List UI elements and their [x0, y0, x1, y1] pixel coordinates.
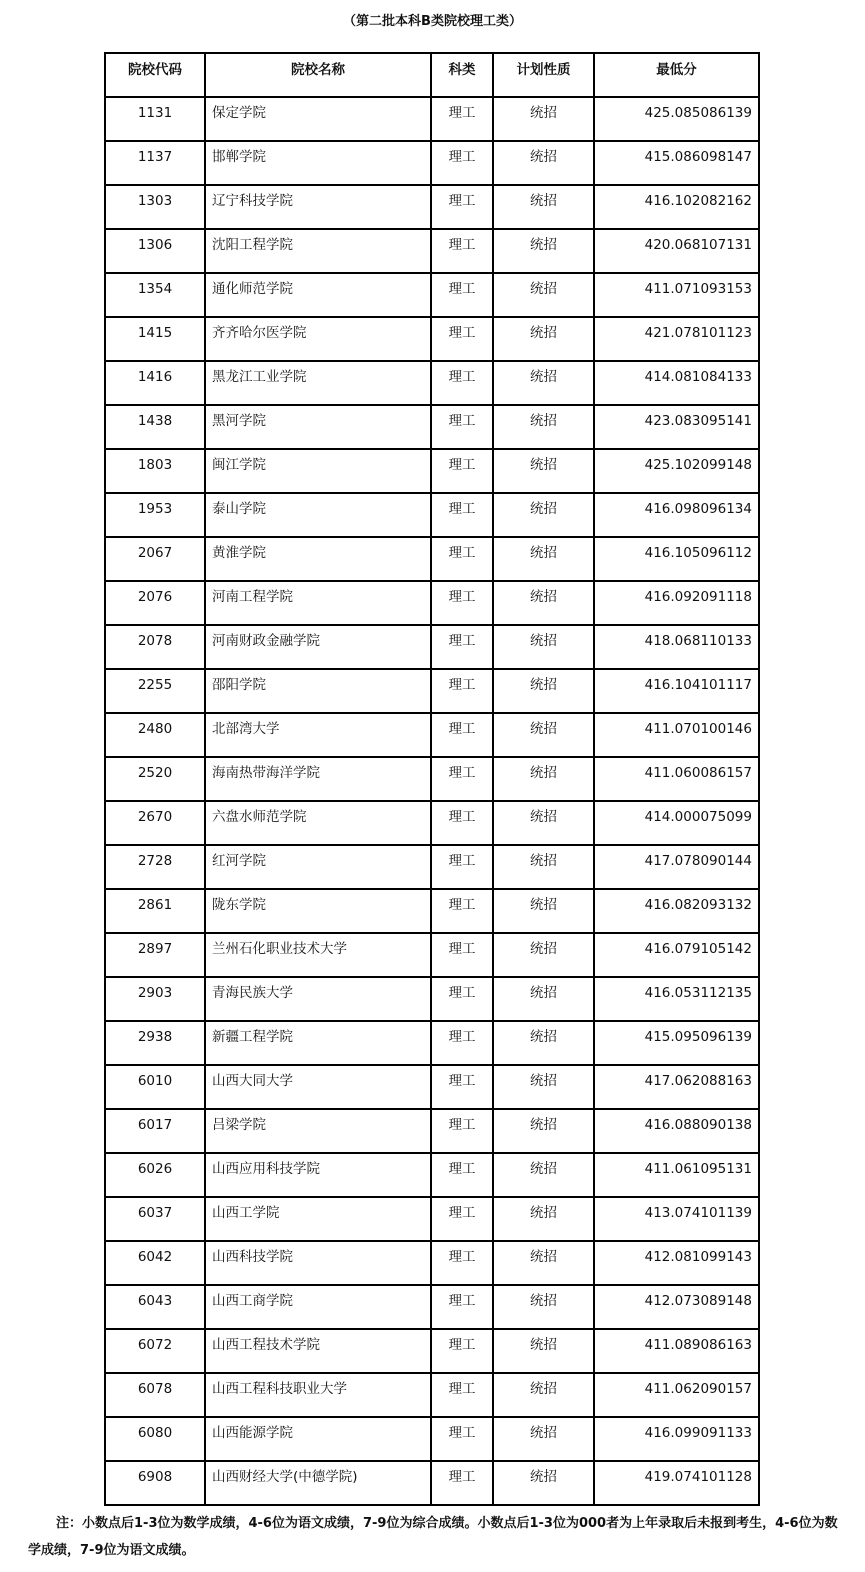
cell-school-code: 2520	[105, 757, 205, 801]
cell-category: 理工	[431, 449, 493, 493]
cell-category: 理工	[431, 493, 493, 537]
cell-min-score: 411.061095131	[594, 1153, 759, 1197]
cell-school-code: 2938	[105, 1021, 205, 1065]
table-row	[105, 977, 759, 1021]
cell-school-code: 6078	[105, 1373, 205, 1417]
cell-category: 理工	[431, 977, 493, 1021]
cell-school-code: 6037	[105, 1197, 205, 1241]
cell-category: 理工	[431, 1065, 493, 1109]
cell-school-code: 6042	[105, 1241, 205, 1285]
cell-category: 理工	[431, 1461, 493, 1505]
cell-plan-type: 统招	[493, 933, 594, 977]
cell-min-score: 411.089086163	[594, 1329, 759, 1373]
cell-school-code: 2728	[105, 845, 205, 889]
cell-plan-type: 统招	[493, 361, 594, 405]
cell-school-code: 1803	[105, 449, 205, 493]
table-row	[105, 1285, 759, 1329]
header-school-code: 院校代码	[105, 53, 205, 97]
table-row	[105, 185, 759, 229]
cell-school-code: 2078	[105, 625, 205, 669]
table-row	[105, 1197, 759, 1241]
cell-min-score: 417.062088163	[594, 1065, 759, 1109]
cell-school-name: 辽宁科技学院	[205, 185, 431, 229]
table-row	[105, 845, 759, 889]
cell-plan-type: 统招	[493, 1241, 594, 1285]
cell-school-name: 山西财经大学(中德学院)	[205, 1461, 431, 1505]
cell-school-code: 6026	[105, 1153, 205, 1197]
cell-school-name: 保定学院	[205, 97, 431, 141]
cell-min-score: 423.083095141	[594, 405, 759, 449]
table-body	[105, 97, 759, 1505]
cell-category: 理工	[431, 361, 493, 405]
cell-school-name: 黑龙江工业学院	[205, 361, 431, 405]
cell-min-score: 411.070100146	[594, 713, 759, 757]
header-plan-type: 计划性质	[493, 53, 594, 97]
table-row	[105, 97, 759, 141]
table-row	[105, 933, 759, 977]
admission-score-table	[104, 52, 760, 1506]
cell-school-name: 齐齐哈尔医学院	[205, 317, 431, 361]
table-row	[105, 1373, 759, 1417]
header-min-score: 最低分	[594, 53, 759, 97]
cell-category: 理工	[431, 97, 493, 141]
cell-school-name: 河南财政金融学院	[205, 625, 431, 669]
cell-school-name: 沈阳工程学院	[205, 229, 431, 273]
cell-category: 理工	[431, 669, 493, 713]
cell-min-score: 425.085086139	[594, 97, 759, 141]
cell-school-name: 山西应用科技学院	[205, 1153, 431, 1197]
cell-min-score: 412.073089148	[594, 1285, 759, 1329]
cell-category: 理工	[431, 889, 493, 933]
cell-plan-type: 统招	[493, 449, 594, 493]
cell-school-name: 黄淮学院	[205, 537, 431, 581]
table-header-row	[105, 53, 759, 97]
cell-category: 理工	[431, 1329, 493, 1373]
table-row	[105, 889, 759, 933]
cell-school-name: 陇东学院	[205, 889, 431, 933]
cell-school-code: 2480	[105, 713, 205, 757]
table-row	[105, 405, 759, 449]
cell-plan-type: 统招	[493, 229, 594, 273]
cell-min-score: 416.098096134	[594, 493, 759, 537]
table-row	[105, 537, 759, 581]
cell-category: 理工	[431, 273, 493, 317]
cell-school-name: 泰山学院	[205, 493, 431, 537]
cell-plan-type: 统招	[493, 1329, 594, 1373]
cell-school-code: 1131	[105, 97, 205, 141]
cell-min-score: 411.062090157	[594, 1373, 759, 1417]
cell-school-name: 山西科技学院	[205, 1241, 431, 1285]
cell-plan-type: 统招	[493, 845, 594, 889]
cell-school-name: 青海民族大学	[205, 977, 431, 1021]
cell-plan-type: 统招	[493, 1109, 594, 1153]
cell-plan-type: 统招	[493, 713, 594, 757]
cell-school-name: 北部湾大学	[205, 713, 431, 757]
cell-school-code: 6908	[105, 1461, 205, 1505]
cell-category: 理工	[431, 801, 493, 845]
cell-category: 理工	[431, 757, 493, 801]
cell-plan-type: 统招	[493, 273, 594, 317]
cell-school-name: 闽江学院	[205, 449, 431, 493]
cell-min-score: 414.081084133	[594, 361, 759, 405]
cell-school-name: 山西工商学院	[205, 1285, 431, 1329]
cell-plan-type: 统招	[493, 801, 594, 845]
cell-category: 理工	[431, 1109, 493, 1153]
cell-min-score: 425.102099148	[594, 449, 759, 493]
table-row	[105, 141, 759, 185]
cell-min-score: 416.092091118	[594, 581, 759, 625]
cell-min-score: 411.060086157	[594, 757, 759, 801]
cell-plan-type: 统招	[493, 625, 594, 669]
cell-min-score: 419.074101128	[594, 1461, 759, 1505]
table-row	[105, 1417, 759, 1461]
cell-min-score: 417.078090144	[594, 845, 759, 889]
cell-school-name: 六盘水师范学院	[205, 801, 431, 845]
cell-plan-type: 统招	[493, 1417, 594, 1461]
cell-school-code: 1953	[105, 493, 205, 537]
cell-category: 理工	[431, 1021, 493, 1065]
cell-category: 理工	[431, 1285, 493, 1329]
cell-school-code: 1415	[105, 317, 205, 361]
cell-school-name: 邯郸学院	[205, 141, 431, 185]
cell-category: 理工	[431, 185, 493, 229]
cell-category: 理工	[431, 141, 493, 185]
table-row	[105, 317, 759, 361]
cell-plan-type: 统招	[493, 757, 594, 801]
cell-plan-type: 统招	[493, 977, 594, 1021]
cell-category: 理工	[431, 1197, 493, 1241]
cell-school-code: 1137	[105, 141, 205, 185]
cell-min-score: 413.074101139	[594, 1197, 759, 1241]
cell-min-score: 415.086098147	[594, 141, 759, 185]
table-row	[105, 581, 759, 625]
cell-plan-type: 统招	[493, 1153, 594, 1197]
footnote: 注：小数点后1-3位为数学成绩，4-6位为语文成绩，7-9位为综合成绩。小数点后1-3位为000者为上年录取后未报到考生，4-6位为数学成绩，7-9位为语文成绩。	[28, 1516, 838, 1558]
cell-school-name: 兰州石化职业技术大学	[205, 933, 431, 977]
cell-plan-type: 统招	[493, 1065, 594, 1109]
cell-category: 理工	[431, 625, 493, 669]
cell-school-name: 山西能源学院	[205, 1417, 431, 1461]
cell-category: 理工	[431, 1417, 493, 1461]
cell-school-code: 2067	[105, 537, 205, 581]
cell-category: 理工	[431, 537, 493, 581]
cell-category: 理工	[431, 229, 493, 273]
cell-school-name: 红河学院	[205, 845, 431, 889]
cell-school-name: 山西工学院	[205, 1197, 431, 1241]
cell-category: 理工	[431, 1241, 493, 1285]
table-row	[105, 1461, 759, 1505]
table-row	[105, 229, 759, 273]
cell-plan-type: 统招	[493, 493, 594, 537]
cell-plan-type: 统招	[493, 889, 594, 933]
cell-min-score: 416.105096112	[594, 537, 759, 581]
table-row	[105, 273, 759, 317]
table-row	[105, 1065, 759, 1109]
cell-school-code: 2255	[105, 669, 205, 713]
cell-school-code: 6017	[105, 1109, 205, 1153]
cell-plan-type: 统招	[493, 581, 594, 625]
cell-school-name: 通化师范学院	[205, 273, 431, 317]
cell-school-code: 2897	[105, 933, 205, 977]
cell-school-name: 新疆工程学院	[205, 1021, 431, 1065]
cell-school-name: 河南工程学院	[205, 581, 431, 625]
cell-min-score: 415.095096139	[594, 1021, 759, 1065]
table-row	[105, 1329, 759, 1373]
page-title: （第二批本科B类院校理工类）	[343, 14, 522, 29]
cell-min-score: 416.082093132	[594, 889, 759, 933]
cell-plan-type: 统招	[493, 97, 594, 141]
cell-plan-type: 统招	[493, 1285, 594, 1329]
cell-school-code: 2076	[105, 581, 205, 625]
cell-school-code: 2861	[105, 889, 205, 933]
cell-plan-type: 统招	[493, 405, 594, 449]
header-category: 科类	[431, 53, 493, 97]
cell-school-name: 海南热带海洋学院	[205, 757, 431, 801]
cell-min-score: 416.102082162	[594, 185, 759, 229]
cell-school-name: 山西工程技术学院	[205, 1329, 431, 1373]
cell-school-code: 1438	[105, 405, 205, 449]
table-row	[105, 625, 759, 669]
cell-min-score: 420.068107131	[594, 229, 759, 273]
cell-min-score: 421.078101123	[594, 317, 759, 361]
cell-plan-type: 统招	[493, 1461, 594, 1505]
cell-plan-type: 统招	[493, 317, 594, 361]
cell-plan-type: 统招	[493, 669, 594, 713]
cell-plan-type: 统招	[493, 1197, 594, 1241]
cell-school-code: 1306	[105, 229, 205, 273]
table-row	[105, 1241, 759, 1285]
cell-school-code: 2670	[105, 801, 205, 845]
table-row	[105, 493, 759, 537]
cell-plan-type: 统招	[493, 185, 594, 229]
cell-category: 理工	[431, 713, 493, 757]
table-row	[105, 449, 759, 493]
cell-plan-type: 统招	[493, 141, 594, 185]
cell-school-code: 6010	[105, 1065, 205, 1109]
cell-min-score: 416.088090138	[594, 1109, 759, 1153]
cell-school-code: 6072	[105, 1329, 205, 1373]
cell-category: 理工	[431, 581, 493, 625]
cell-category: 理工	[431, 933, 493, 977]
cell-school-name: 山西大同大学	[205, 1065, 431, 1109]
cell-category: 理工	[431, 405, 493, 449]
cell-school-name: 邵阳学院	[205, 669, 431, 713]
cell-plan-type: 统招	[493, 537, 594, 581]
cell-category: 理工	[431, 317, 493, 361]
cell-min-score: 418.068110133	[594, 625, 759, 669]
table-row	[105, 1021, 759, 1065]
table-row	[105, 669, 759, 713]
cell-min-score: 414.000075099	[594, 801, 759, 845]
cell-category: 理工	[431, 1153, 493, 1197]
cell-min-score: 412.081099143	[594, 1241, 759, 1285]
cell-category: 理工	[431, 845, 493, 889]
cell-min-score: 416.099091133	[594, 1417, 759, 1461]
table-row	[105, 1153, 759, 1197]
cell-school-name: 山西工程科技职业大学	[205, 1373, 431, 1417]
cell-school-code: 6043	[105, 1285, 205, 1329]
table-row	[105, 757, 759, 801]
table-row	[105, 713, 759, 757]
cell-min-score: 416.053112135	[594, 977, 759, 1021]
cell-plan-type: 统招	[493, 1021, 594, 1065]
cell-school-code: 6080	[105, 1417, 205, 1461]
cell-school-code: 1416	[105, 361, 205, 405]
table-row	[105, 1109, 759, 1153]
cell-school-code: 1354	[105, 273, 205, 317]
cell-min-score: 416.079105142	[594, 933, 759, 977]
cell-school-code: 1303	[105, 185, 205, 229]
header-school-name: 院校名称	[205, 53, 431, 97]
cell-min-score: 416.104101117	[594, 669, 759, 713]
cell-min-score: 411.071093153	[594, 273, 759, 317]
cell-category: 理工	[431, 1373, 493, 1417]
cell-plan-type: 统招	[493, 1373, 594, 1417]
cell-school-code: 2903	[105, 977, 205, 1021]
table-row	[105, 361, 759, 405]
cell-school-name: 吕梁学院	[205, 1109, 431, 1153]
cell-school-name: 黑河学院	[205, 405, 431, 449]
table-row	[105, 801, 759, 845]
